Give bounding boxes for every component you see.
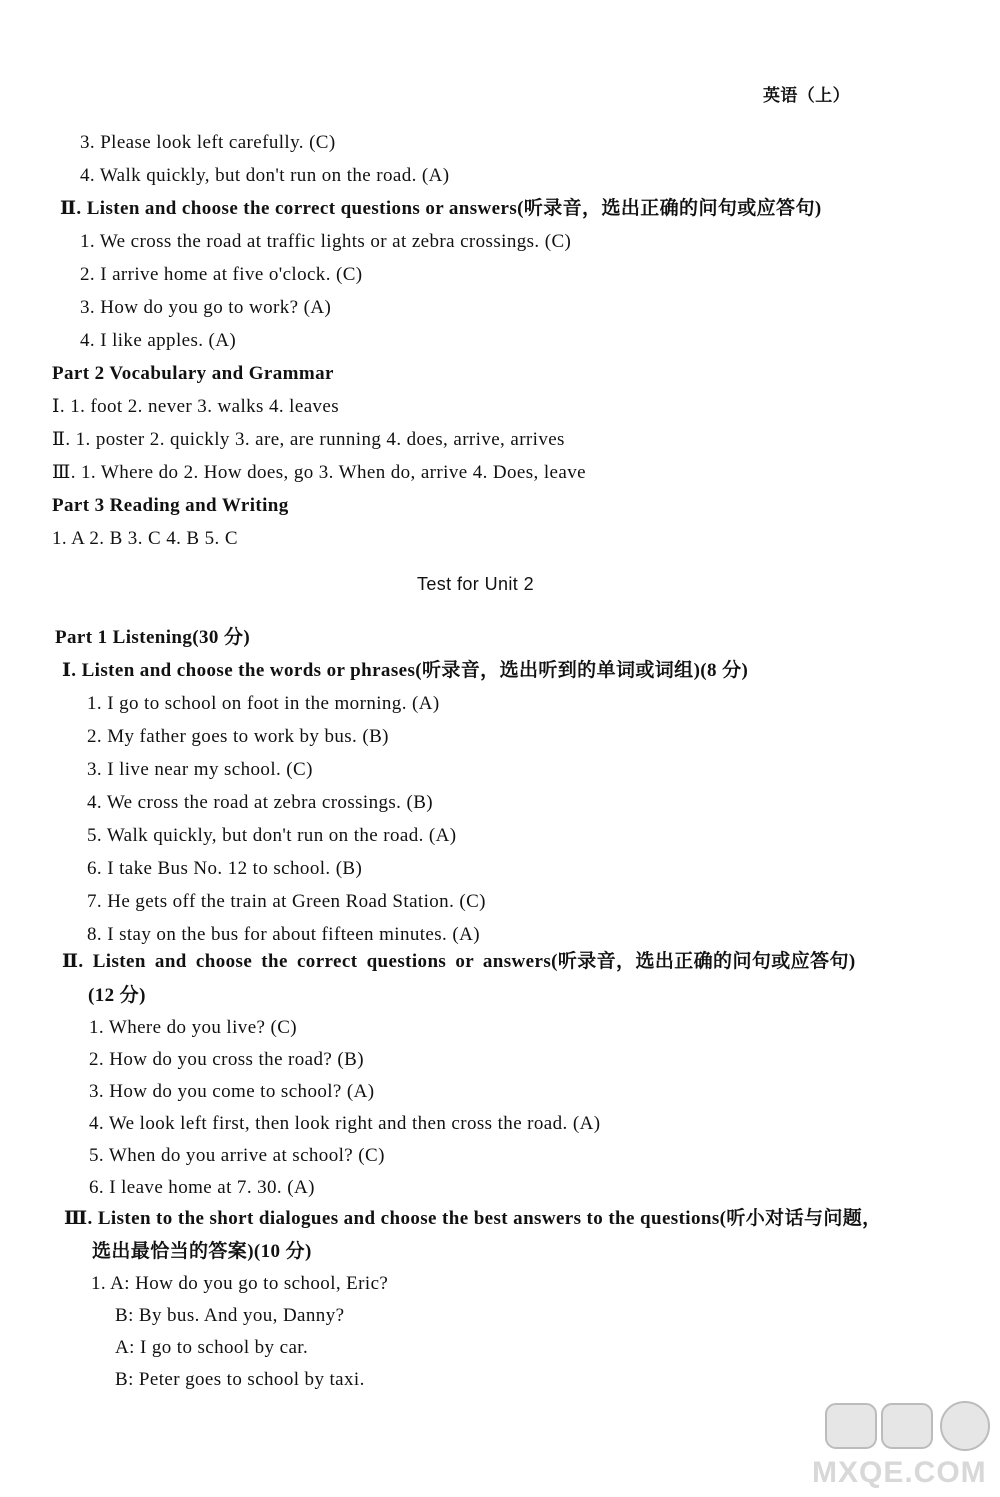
answer-line: 7. He gets off the train at Green Road Station. (C): [87, 891, 486, 912]
answer-line: Ⅱ. 1. poster 2. quickly 3. are, are running 4. does, arrive, arrives: [52, 429, 565, 450]
answer-line: 1. A 2. B 3. C 4. B 5. C: [52, 528, 238, 549]
answer-line: 3. How do you go to work? (A): [80, 297, 332, 318]
section-heading: Ⅱ. Listen and choose the correct questions or answers(听录音，选出正确的问句或应答句): [60, 198, 822, 219]
answer-line: 3. How do you come to school? (A): [89, 1081, 375, 1102]
page-header-subject: 英语（上）: [763, 86, 850, 106]
dialogue-line: A: I go to school by car.: [115, 1337, 309, 1358]
answer-line: 1. We cross the road at traffic lights or at zebra crossings. (C): [80, 231, 572, 252]
part-heading: Part 3 Reading and Writing: [52, 495, 289, 516]
answer-line: 4. I like apples. (A): [80, 330, 237, 351]
section-heading: Ⅱ. Listen and choose the correct questions or answers(听录音，选出正确的问句或应答句): [62, 951, 856, 972]
answer-line: 5. Walk quickly, but don't run on the road. (A): [87, 825, 457, 846]
answer-line: 1. Where do you live? (C): [89, 1017, 298, 1038]
dialogue-line: B: By bus. And you, Danny?: [115, 1305, 345, 1326]
answer-line: 4. Walk quickly, but don't run on the road. (A): [80, 165, 450, 186]
section-heading: Ⅰ. Listen and choose the words or phrases(听录音，选出听到的单词或词组)(8 分): [62, 660, 749, 681]
answer-line: Ⅲ. 1. Where do 2. How does, go 3. When do, arrive 4. Does, leave: [52, 462, 586, 483]
answer-line: 3. I live near my school. (C): [87, 759, 313, 780]
answer-line: 3. Please look left carefully. (C): [80, 132, 336, 153]
answer-line: Ⅰ. 1. foot 2. never 3. walks 4. leaves: [52, 396, 340, 417]
section-heading-cont: (12 分): [88, 985, 146, 1006]
answer-line: 2. I arrive home at five o'clock. (C): [80, 264, 363, 285]
answer-line: 2. How do you cross the road? (B): [89, 1049, 364, 1070]
dialogue-line: B: Peter goes to school by taxi.: [115, 1369, 365, 1390]
section-heading: Ⅲ. Listen to the short dialogues and choose the best answers to the questions(听小对话与问题，: [64, 1208, 882, 1229]
watermark-text: MXQE.COM: [812, 1456, 987, 1489]
test-title: Test for Unit 2: [416, 574, 535, 594]
part-heading: Part 1 Listening(30 分): [55, 627, 251, 648]
answer-line: 1. I go to school on foot in the morning. (A): [87, 693, 440, 714]
watermark-logo-block: [882, 1404, 932, 1448]
answer-line: 6. I take Bus No. 12 to school. (B): [87, 858, 363, 879]
watermark-logo-block: [826, 1404, 876, 1448]
watermark-logo: [820, 1398, 998, 1454]
answer-line: 8. I stay on the bus for about fifteen minutes. (A): [87, 924, 480, 945]
answer-line: 4. We look left first, then look right and then cross the road. (A): [89, 1113, 601, 1134]
answer-line: 2. My father goes to work by bus. (B): [87, 726, 389, 747]
answer-line: 4. We cross the road at zebra crossings. (B): [87, 792, 434, 813]
section-heading-cont: 选出最恰当的答案)(10 分): [92, 1241, 312, 1262]
answer-line: 6. I leave home at 7. 30. (A): [89, 1177, 315, 1198]
dialogue-line: 1. A: How do you go to school, Eric?: [91, 1273, 389, 1294]
watermark-logo-circle: [941, 1402, 989, 1450]
part-heading: Part 2 Vocabulary and Grammar: [52, 363, 334, 384]
answer-line: 5. When do you arrive at school? (C): [89, 1145, 385, 1166]
